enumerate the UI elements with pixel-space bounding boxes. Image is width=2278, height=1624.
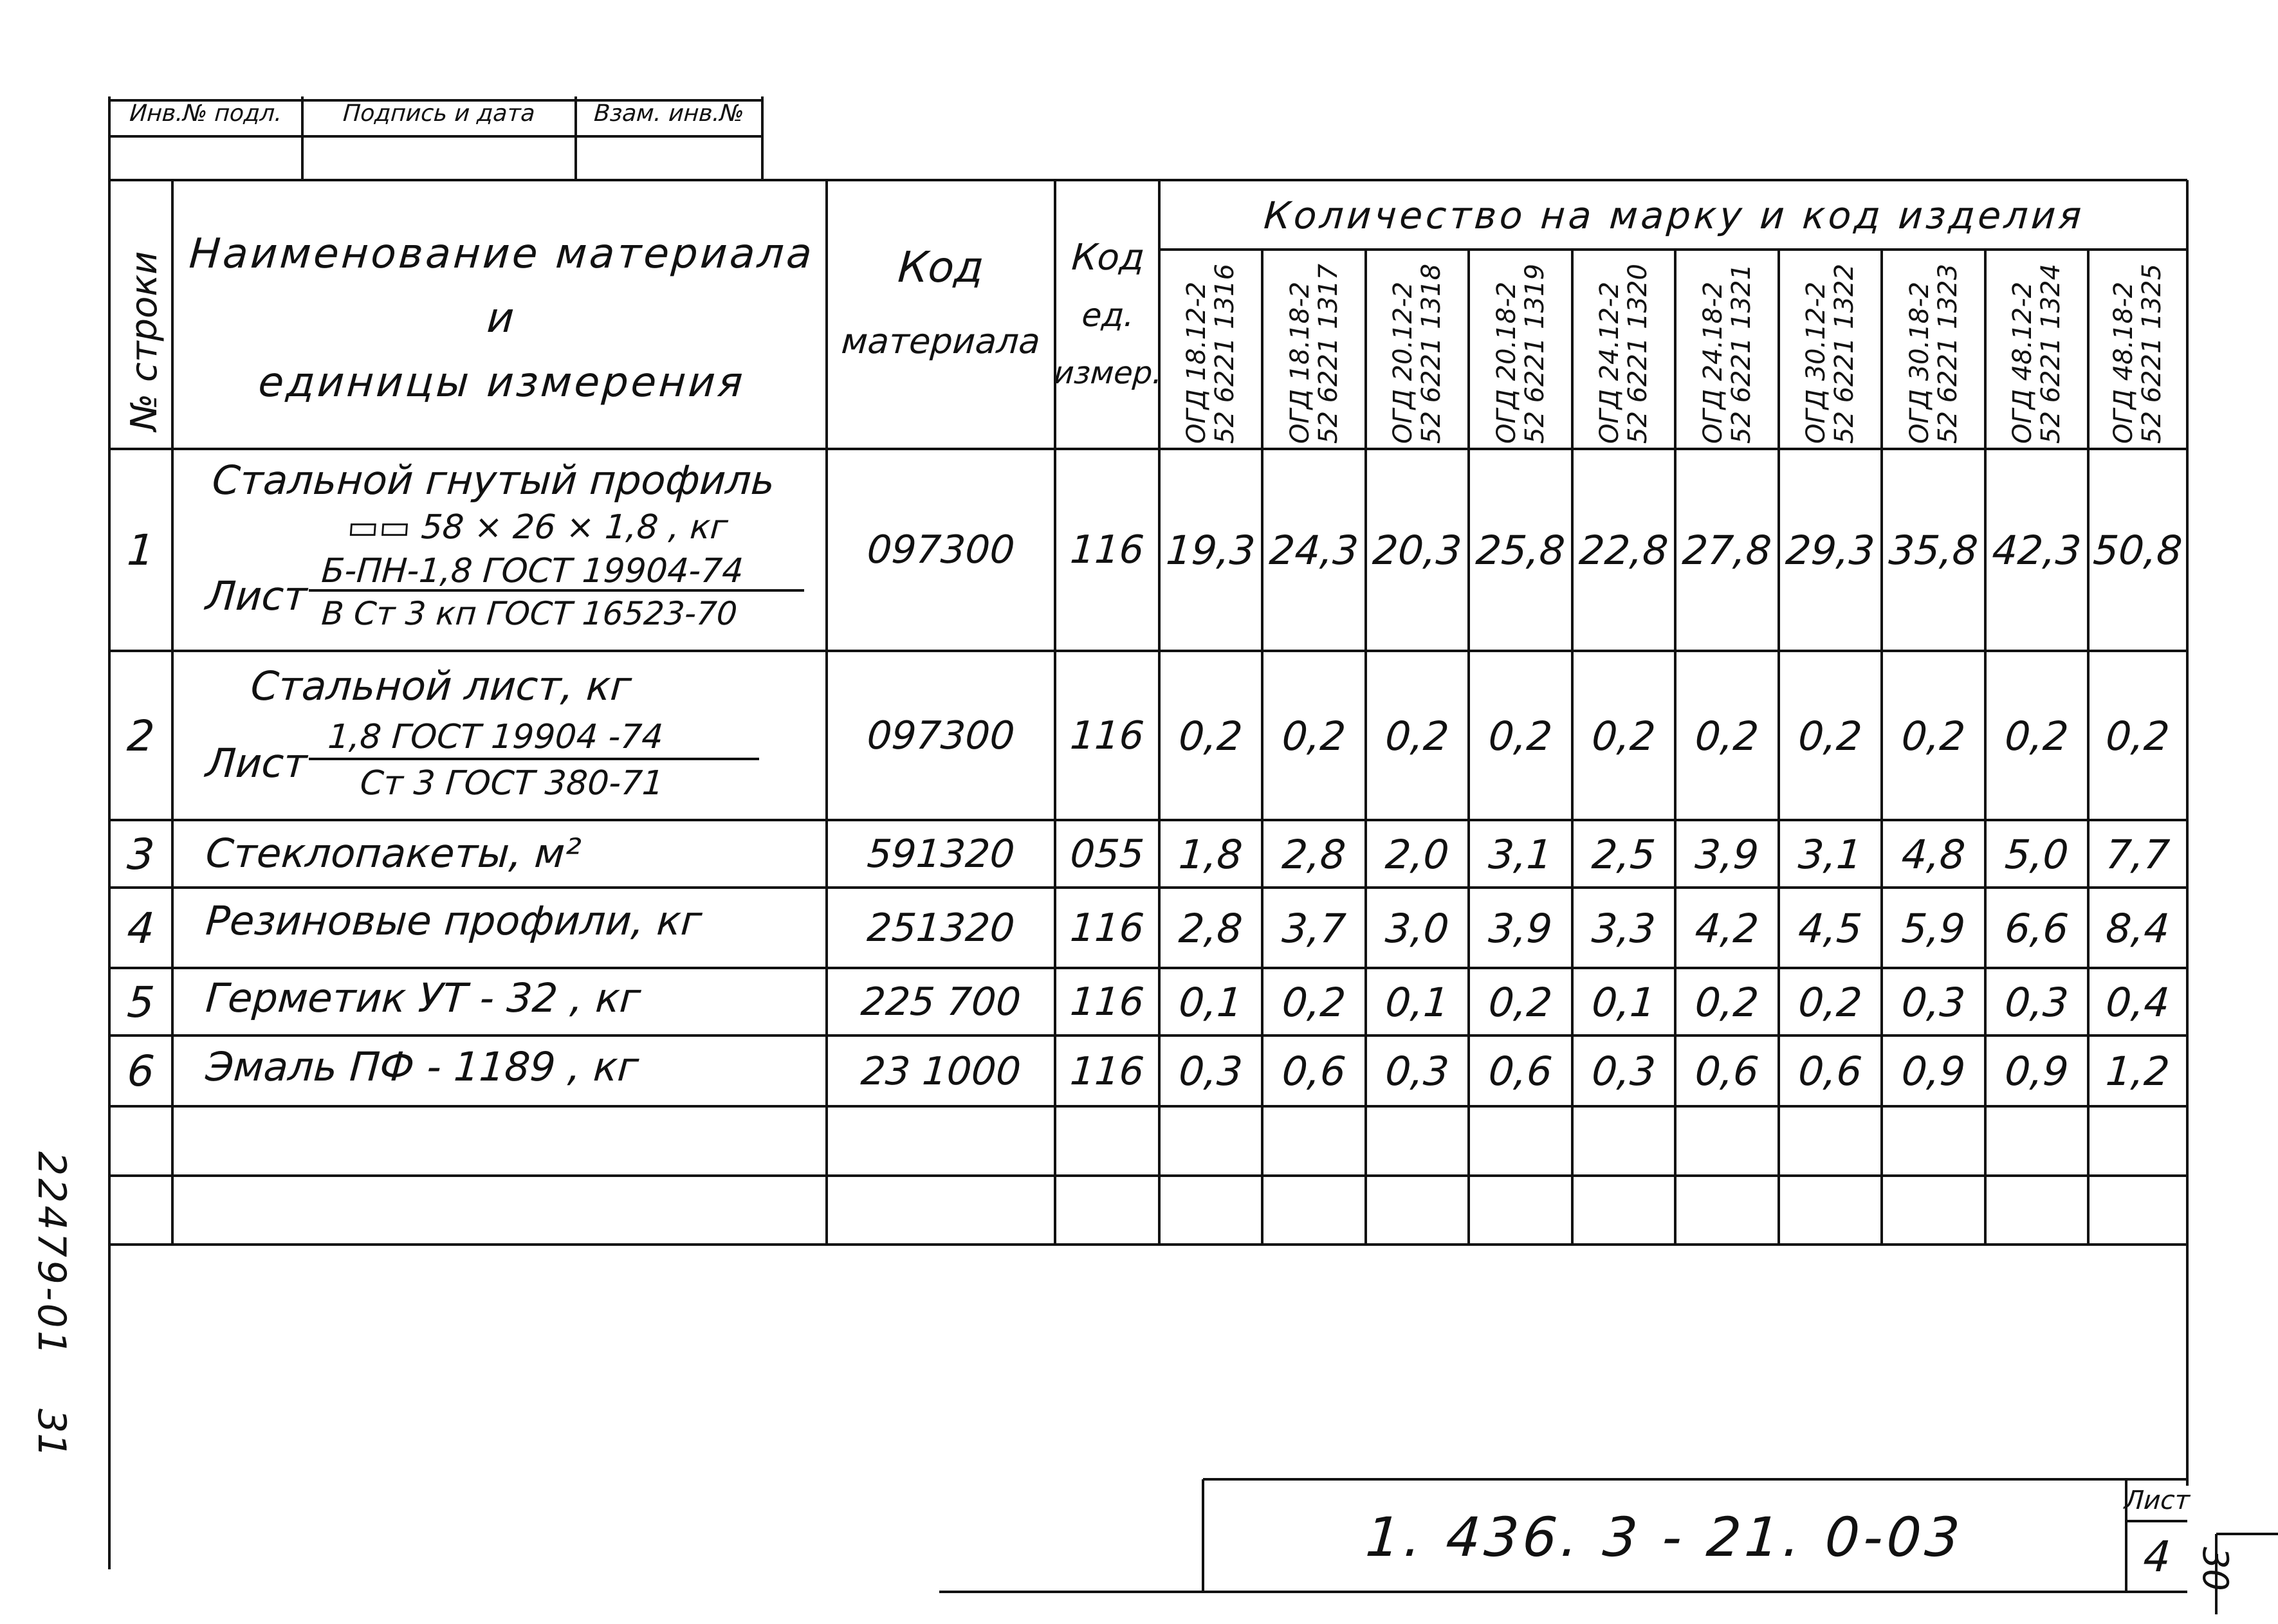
quantity-cell: 0,2 <box>2104 712 2171 760</box>
quantity-cell: 1,8 <box>1177 830 1244 878</box>
quantity-cell: 0,3 <box>2003 978 2070 1026</box>
product-code: 52 6221 1321 <box>1726 264 1756 444</box>
quantity-cell: 3,3 <box>1590 904 1657 952</box>
quantity-cell: 42,3 <box>1990 526 2083 574</box>
quantity-cell: 1,2 <box>2104 1048 2171 1095</box>
quantity-cell: 3,7 <box>1280 904 1348 952</box>
row-2-frac-top: 1,8 ГОСТ 19904 -74 <box>326 718 665 756</box>
quantity-cell: 0,6 <box>1487 1048 1554 1095</box>
quantity-cell: 0,2 <box>1693 712 1761 760</box>
quantity-cell: 0,1 <box>1384 978 1451 1026</box>
product-mark: ОГД 20.18-2 <box>1491 281 1521 444</box>
quantity-cell: 0,2 <box>1693 978 1761 1026</box>
quantity-cell: 29,3 <box>1784 526 1877 574</box>
quantity-cell: 0,6 <box>1280 1048 1348 1095</box>
quantity-cell: 4,8 <box>1900 830 1967 878</box>
product-code: 52 6221 1323 <box>1933 264 1963 444</box>
product-code: 52 6221 1320 <box>1623 264 1653 444</box>
quantity-cell: 0,2 <box>1280 712 1348 760</box>
product-code: 52 6221 1319 <box>1520 264 1550 444</box>
quantity-cell: 22,8 <box>1577 526 1670 574</box>
quantity-cell: 2,0 <box>1384 830 1451 878</box>
quantity-cell: 0,3 <box>1177 1048 1244 1095</box>
quantity-cell: 0,3 <box>1900 978 1967 1026</box>
header-unit-code-line2: ед. <box>1080 297 1136 334</box>
product-mark: ОГД 18.18-2 <box>1285 281 1315 444</box>
quantity-cell: 0,2 <box>1487 712 1554 760</box>
header-name-line2: и <box>485 295 519 342</box>
quantity-cell: 27,8 <box>1680 526 1774 574</box>
product-mark: ОГД 20.12-2 <box>1388 281 1418 444</box>
stamp-signature-date: Подпись и дата <box>342 100 537 127</box>
product-mark: ОГД 30.18-2 <box>1904 281 1934 444</box>
quantity-cell: 4,5 <box>1797 904 1864 952</box>
quantity-cell: 5,0 <box>2003 830 2070 878</box>
header-name-line3: единицы измерения <box>257 359 747 406</box>
quantity-cell: 7,7 <box>2104 830 2171 878</box>
quantity-cell: 50,8 <box>2091 526 2184 574</box>
row-4-unit-code: 116 <box>1069 906 1146 951</box>
row-1-material-code: 097300 <box>865 527 1016 572</box>
row-4-name: Резиновые профили, кг <box>204 897 704 944</box>
row-1-sheet-label: Лист <box>204 572 309 619</box>
quantity-cell: 3,1 <box>1487 830 1554 878</box>
quantity-cell: 6,6 <box>2003 904 2070 952</box>
quantity-cell: 0,2 <box>1590 712 1657 760</box>
header-material-code-line1: Код <box>896 242 986 292</box>
header-quantity: Количество на марку и код изделия <box>1262 194 2086 237</box>
row-1-name-line1: Стальной гнутый профиль <box>210 457 776 504</box>
row-6-material-code: 23 1000 <box>859 1048 1023 1094</box>
quantity-cell: 0,3 <box>1590 1048 1657 1095</box>
row-5-no: 5 <box>125 977 156 1027</box>
product-code: 52 6221 1322 <box>1830 264 1859 444</box>
stamp-replaced-inv: Взам. инв.№ <box>593 100 745 127</box>
quantity-cell: 0,4 <box>2104 978 2171 1026</box>
product-code: 52 6221 1316 <box>1210 264 1240 444</box>
quantity-cell: 0,1 <box>1590 978 1657 1026</box>
header-unit-code-line3: измер. <box>1052 355 1164 391</box>
row-5-material-code: 225 700 <box>859 980 1023 1025</box>
sheet-number: 4 <box>2142 1531 2172 1582</box>
quantity-cell: 3,1 <box>1797 830 1864 878</box>
row-1-no: 1 <box>125 525 156 575</box>
row-2-no: 2 <box>125 711 156 761</box>
row-2-material-code: 097300 <box>865 713 1016 758</box>
row-1-name-line2: ▭▭ 58 × 26 × 1,8 , кг <box>345 508 730 547</box>
row-2-unit-code: 116 <box>1069 713 1146 758</box>
product-mark: ОГД 24.18-2 <box>1698 281 1728 444</box>
row-5-unit-code: 116 <box>1069 980 1146 1025</box>
row-2-name-line1: Стальной лист, кг <box>249 662 634 709</box>
row-1-unit-code: 116 <box>1069 527 1146 572</box>
quantity-cell: 0,2 <box>1900 712 1967 760</box>
header-material-code-line2: материала <box>840 320 1042 361</box>
product-mark: ОГД 24.12-2 <box>1595 281 1624 444</box>
product-mark: ОГД 48.12-2 <box>2008 281 2037 444</box>
quantity-cell: 2,8 <box>1280 830 1348 878</box>
row-2-sheet-label: Лист <box>204 740 309 787</box>
product-code: 52 6221 1318 <box>1417 264 1446 444</box>
quantity-cell: 25,8 <box>1474 526 1567 574</box>
quantity-cell: 0,2 <box>1177 712 1244 760</box>
quantity-cell: 3,9 <box>1693 830 1761 878</box>
quantity-cell: 8,4 <box>2104 904 2171 952</box>
quantity-cell: 0,2 <box>1797 712 1864 760</box>
product-mark: ОГД 18.12-2 <box>1182 281 1211 444</box>
row-4-no: 4 <box>125 903 156 953</box>
product-mark: ОГД 30.12-2 <box>1801 281 1831 444</box>
row-6-unit-code: 116 <box>1069 1048 1146 1094</box>
quantity-cell: 0,2 <box>1797 978 1864 1026</box>
row-4-material-code: 251320 <box>865 906 1016 951</box>
quantity-cell: 3,9 <box>1487 904 1554 952</box>
quantity-cell: 0,9 <box>1900 1048 1967 1095</box>
header-name-line1: Наименование материала <box>187 230 816 278</box>
row-5-name: Герметик УТ - 32 , кг <box>204 974 643 1021</box>
quantity-cell: 20,3 <box>1371 526 1464 574</box>
quantity-cell: 0,1 <box>1177 978 1244 1026</box>
product-code: 52 6221 1324 <box>2036 264 2066 444</box>
document-code: 1. 436. 3 - 21. 0-03 <box>1363 1506 1966 1569</box>
quantity-cell: 0,9 <box>2003 1048 2070 1095</box>
quantity-cell: 2,5 <box>1590 830 1657 878</box>
quantity-cell: 0,2 <box>1280 978 1348 1026</box>
row-1-frac-top: Б-ПН-1,8 ГОСТ 19904-74 <box>320 552 745 590</box>
quantity-cell: 3,0 <box>1384 904 1451 952</box>
quantity-cell: 2,8 <box>1177 904 1244 952</box>
row-3-no: 3 <box>125 829 156 879</box>
sheet-label: Лист <box>2123 1486 2191 1515</box>
row-3-name: Стеклопакеты, м² <box>204 830 583 877</box>
stamp-inv-no: Инв.№ подл. <box>129 100 283 127</box>
header-unit-code-line1: Код <box>1070 236 1146 278</box>
row-6-no: 6 <box>125 1046 156 1096</box>
row-6-name: Эмаль ПФ - 1189 , кг <box>204 1043 641 1090</box>
quantity-cell: 19,3 <box>1164 526 1257 574</box>
product-code: 52 6221 1317 <box>1313 264 1343 444</box>
quantity-cell: 0,6 <box>1797 1048 1864 1095</box>
row-1-frac-bottom: В Ст 3 кп ГОСТ 16523-70 <box>320 595 739 632</box>
row-2-frac-bottom: Ст 3 ГОСТ 380-71 <box>358 764 665 803</box>
quantity-cell: 0,6 <box>1693 1048 1761 1095</box>
quantity-cell: 0,2 <box>1384 712 1451 760</box>
quantity-cell: 0,2 <box>1487 978 1554 1026</box>
quantity-cell: 0,3 <box>1384 1048 1451 1095</box>
row-3-unit-code: 055 <box>1069 832 1146 877</box>
quantity-cell: 4,2 <box>1693 904 1761 952</box>
product-code: 52 6221 1325 <box>2137 264 2167 444</box>
quantity-cell: 5,9 <box>1900 904 1967 952</box>
quantity-cell: 35,8 <box>1887 526 1980 574</box>
product-mark: ОГД 48.18-2 <box>2109 281 2138 444</box>
quantity-cell: 0,2 <box>2003 712 2070 760</box>
quantity-cell: 24,3 <box>1267 526 1361 574</box>
row-3-material-code: 591320 <box>865 832 1016 877</box>
